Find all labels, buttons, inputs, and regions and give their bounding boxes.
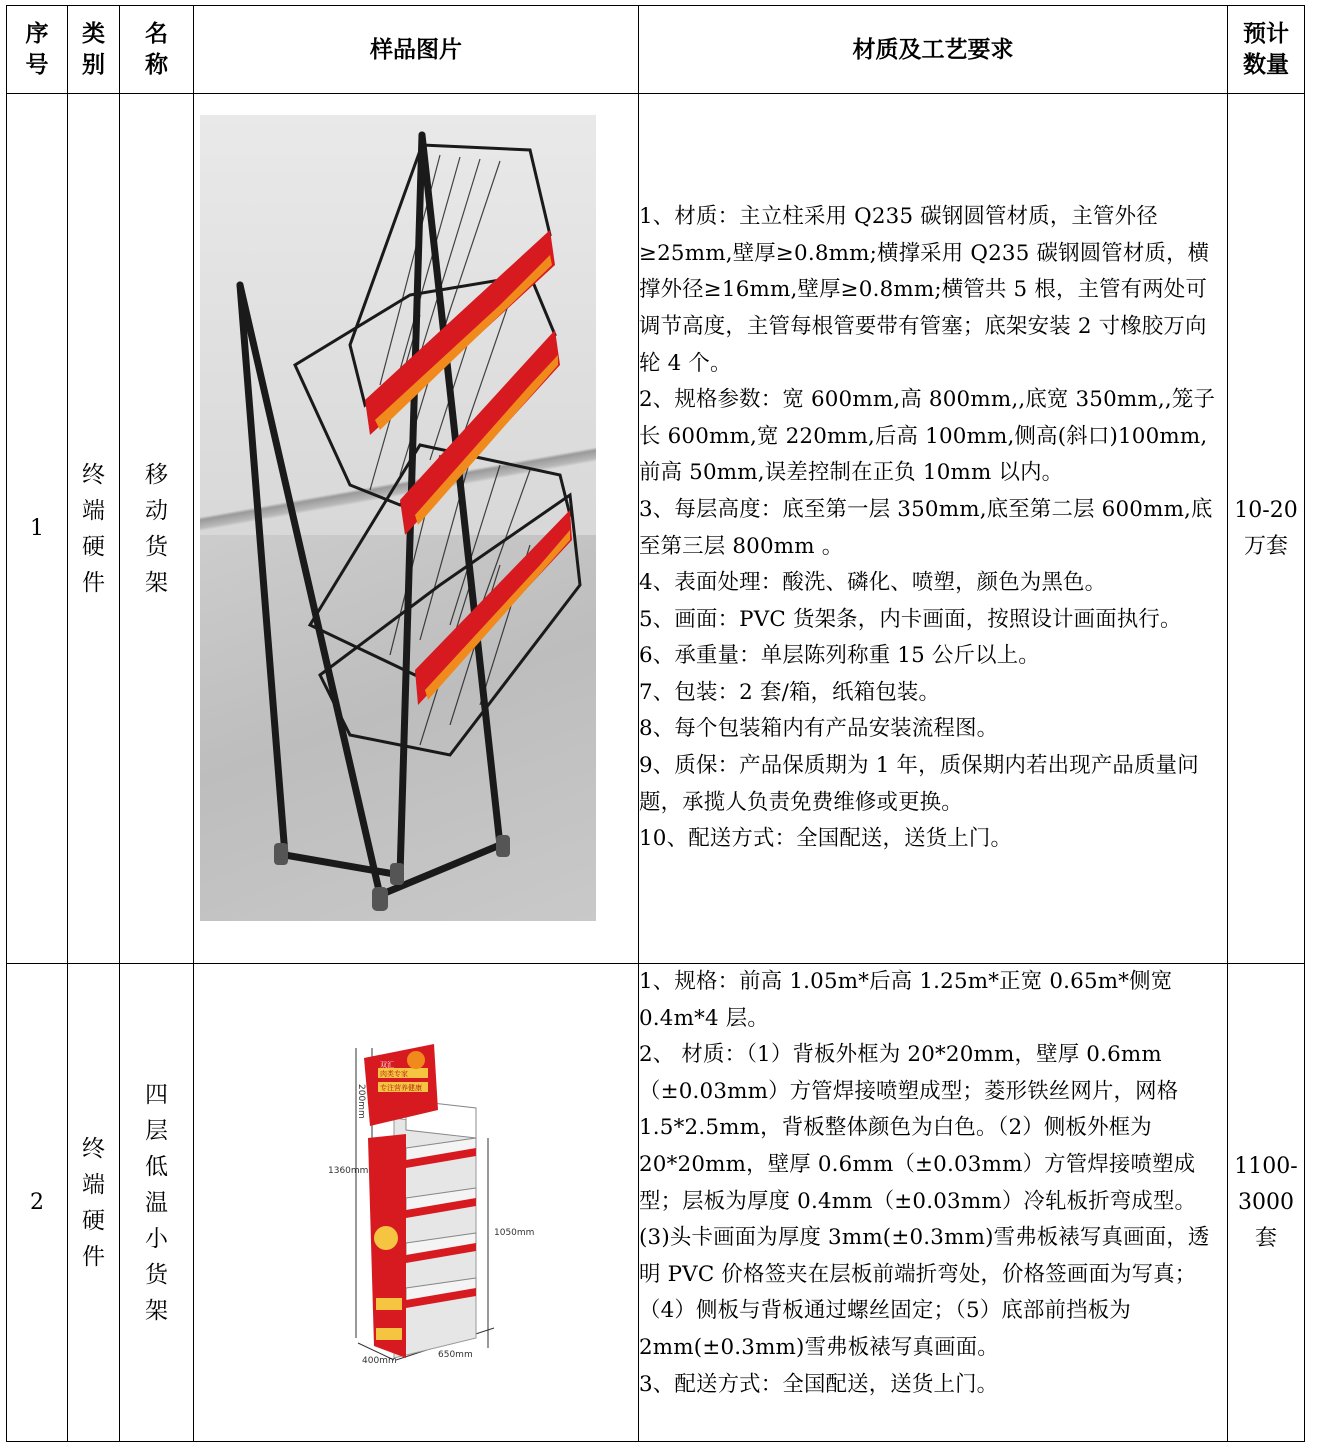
header-name: 名称: [120, 6, 194, 94]
requirement-item: 9、质保：产品保质期为 1 年，质保期内若出现产品质量问题，承揽人负责免费维修或更换。: [639, 753, 1199, 815]
row2-quantity: 1100-3000 套: [1228, 964, 1305, 1442]
header-row: [7, 6, 1305, 94]
requirement-item: 3、配送方式：全国配送，送货上门。: [639, 1371, 999, 1397]
dim-total-height: 1360mm: [328, 1165, 369, 1176]
spec-table: [6, 5, 1305, 1442]
dim-depth: 400mm: [362, 1355, 397, 1366]
row1-image-cell: [194, 94, 639, 964]
row1-index: 1: [7, 94, 68, 964]
requirement-item: 2、规格参数：宽 600mm,高 800mm,,底宽 350mm,,笼子长 600mm,宽 220mm,后高 100mm,侧高(斜口)100mm,前高 50mm,误差控制在正负 10mm 以内。: [639, 387, 1216, 486]
row2-requirements: [639, 964, 1228, 1442]
requirement-item: 1、材质：主立柱采用 Q235 碳钢圆管材质，主管外径≥25mm,壁厚≥0.8mm;横撑采用 Q235 碳钢圆管材质，横撑外径≥16mm,壁厚≥0.8mm;横管共 5 根，主管有两处可调节高度，主管每根管要带有管塞；底架安装 2 寸橡胶万向轮 4 个。: [639, 204, 1210, 376]
dim-front-height: 1050mm: [494, 1227, 535, 1238]
table-row: [7, 94, 1305, 964]
requirement-item: 2、 材质：（1）背板外框为 20*20mm，壁厚 0.6mm（±0.03mm）方管焊接喷塑成型；菱形铁丝网片，网格 1.5*2.5mm，背板整体颜色为白色。（2）侧板外框为 20*20mm，壁厚 0.6mm（±0.03mm）方管焊接喷塑成型；层板为厚度 0.4mm（±0.03mm）冷轧板折弯成型。(3)头卡画面为厚度 3mm(±0.3mm)雪弗板裱写真画面，透明 PVC 价格签夹在层板前端折弯处，价格签画面为写真；（4）侧板与背板通过螺丝固定；（5）底部前挡板为 2mm(±0.3mm)雪弗板裱写真画面。: [639, 1042, 1210, 1360]
requirement-item: 5、画面：PVC 货架条，内卡画面，按照设计画面执行。: [639, 606, 1182, 632]
header-index: 序号: [7, 6, 68, 94]
header-category: 类别: [68, 6, 120, 94]
row1-category: 终端硬件: [68, 94, 120, 964]
table-row: [7, 964, 1305, 1442]
mobile-rack-photo: [200, 115, 596, 921]
requirement-item: 10、配送方式：全国配送，送货上门。: [639, 826, 1013, 852]
four-tier-rack-illustration: [266, 1038, 566, 1368]
rack-logo: 双汇: [380, 1060, 394, 1069]
row1-name: 移动货架: [120, 94, 194, 964]
row2-index: 2: [7, 964, 68, 1442]
dim-header-height: 200mm: [356, 1083, 366, 1119]
requirement-item: 1、规格：前高 1.05m*后高 1.25m*正宽 0.65m*侧宽 0.4m*4 层。: [639, 969, 1173, 1031]
header-image: 样品图片: [194, 6, 639, 94]
header-requirements: 材质及工艺要求: [639, 6, 1228, 94]
row1-requirements: [639, 94, 1228, 964]
rack-slogan-1: 肉类专家: [380, 1069, 408, 1078]
requirement-item: 3、每层高度：底至第一层 350mm,底至第二层 600mm,底至第三层 800mm 。: [639, 496, 1213, 559]
requirement-item: 7、包装：2 套/箱，纸箱包装。: [639, 679, 941, 705]
header-quantity: 预计数量: [1228, 6, 1305, 94]
row2-name: 四层低温小货架: [120, 964, 194, 1442]
mobile-rack-illustration: [200, 115, 596, 921]
rack-slogan-2: 专注营养健康: [380, 1083, 422, 1092]
requirement-item: 8、每个包装箱内有产品安装流程图。: [639, 716, 999, 742]
requirement-item: 4、表面处理：酸洗、磷化、喷塑，颜色为黑色。: [639, 570, 1107, 596]
row2-image-cell: [194, 964, 639, 1442]
dim-width: 650mm: [438, 1349, 473, 1360]
row1-quantity: 10-20 万套: [1228, 94, 1305, 964]
requirement-item: 6、承重量：单层陈列称重 15 公斤以上。: [639, 643, 1040, 669]
row2-category: 终端硬件: [68, 964, 120, 1442]
